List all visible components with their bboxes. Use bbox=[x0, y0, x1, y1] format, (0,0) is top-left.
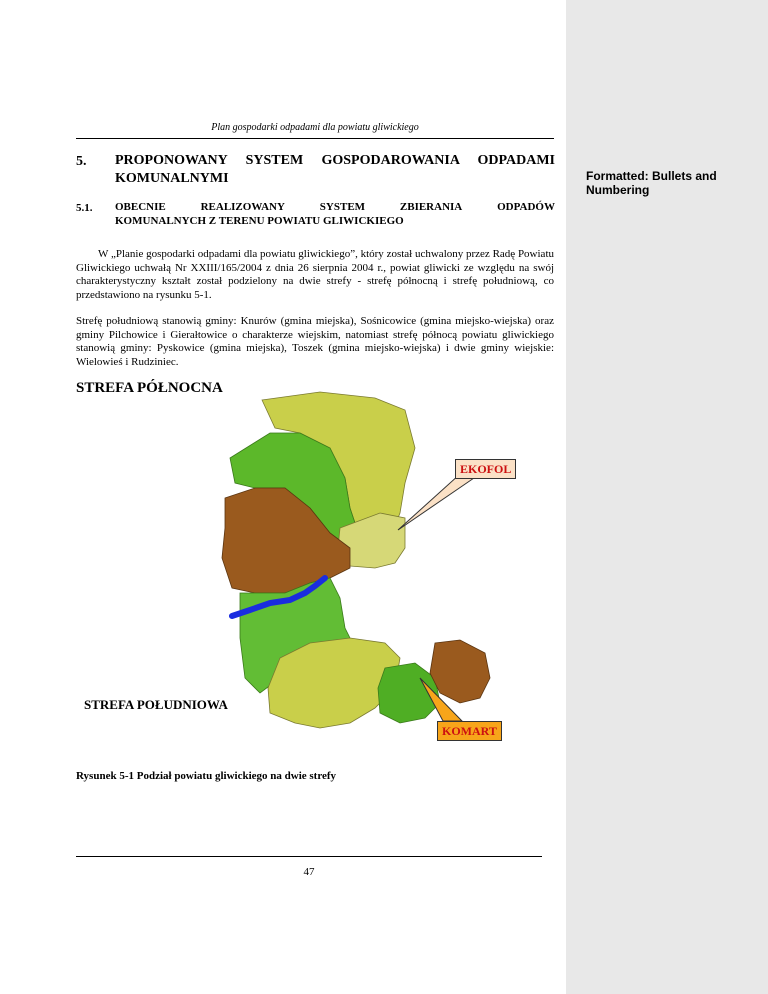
district-map bbox=[200, 388, 510, 768]
heading2-word: ZBIERANIA bbox=[399, 201, 463, 213]
heading1-number: 5. bbox=[76, 154, 87, 169]
ekofol-callout-pointer bbox=[398, 474, 474, 530]
footer-divider bbox=[76, 856, 542, 857]
heading2-word: SYSTEM bbox=[319, 201, 366, 213]
north-zone-label: STREFA PÓŁNOCNA bbox=[76, 380, 223, 396]
paragraph-zones: Strefę południową stanowią gminy: Knurów (gmina miejska), Sośnicowice (gmina miejsko-wiejska) oraz gminy Pilchowice i Gierałtowice o charakterze wiejskim, natomiast strefę północą powiatu gliwickiego stanowią gminy: Pyskowice (gmina miejska), Toszek (gmina miejsko-wiejska) i dwie gminy wiejskie: Wielowieś i Rudziniec. bbox=[76, 315, 554, 368]
map-region-brown-east bbox=[430, 640, 490, 703]
heading2-word: OBECNIE bbox=[115, 201, 166, 213]
comments-sidebar bbox=[566, 0, 768, 994]
comment-formatted-label[interactable]: Formatted: Bullets and Numbering bbox=[586, 169, 717, 197]
heading2-number: 5.1. bbox=[76, 202, 93, 214]
figure-caption: Rysunek 5-1 Podział powiatu gliwickiego na dwie strefy bbox=[76, 770, 337, 782]
page-number: 47 bbox=[303, 866, 315, 878]
paragraph-intro: W „Planie gospodarki odpadami dla powiatu gliwickiego”, który został uchwalony przez Radę Powiatu Gliwickiego uchwałą Nr XXIII/165/2004 z dnia 26 sierpnia 2004 r., powiat gliwicki ze względu na swój charakterystyczny kształt został podzielony na dwie strefy - strefę północną i strefę południową, co przedstawiono na rysunku 5-1. bbox=[76, 248, 554, 301]
heading1-title: PROPONOWANY SYSTEM GOSPODAROWANIA ODPADAMI KOMUNALNYMI bbox=[115, 153, 555, 186]
heading2-word: ODPADÓW bbox=[497, 201, 555, 213]
heading2-line2: KOMUNALNYCH Z TERENU POWIATU GLIWICKIEGO bbox=[115, 215, 404, 227]
page-header: Plan gospodarki odpadami dla powiatu gliwickiego bbox=[211, 122, 419, 133]
heading2-word: REALIZOWANY bbox=[200, 201, 285, 213]
ekofol-callout: EKOFOL bbox=[455, 459, 516, 479]
header-divider bbox=[76, 138, 554, 139]
south-zone-label: STREFA POŁUDNIOWA bbox=[84, 697, 228, 712]
komart-callout: KOMART bbox=[437, 721, 502, 741]
heading2-line1 bbox=[115, 201, 555, 213]
